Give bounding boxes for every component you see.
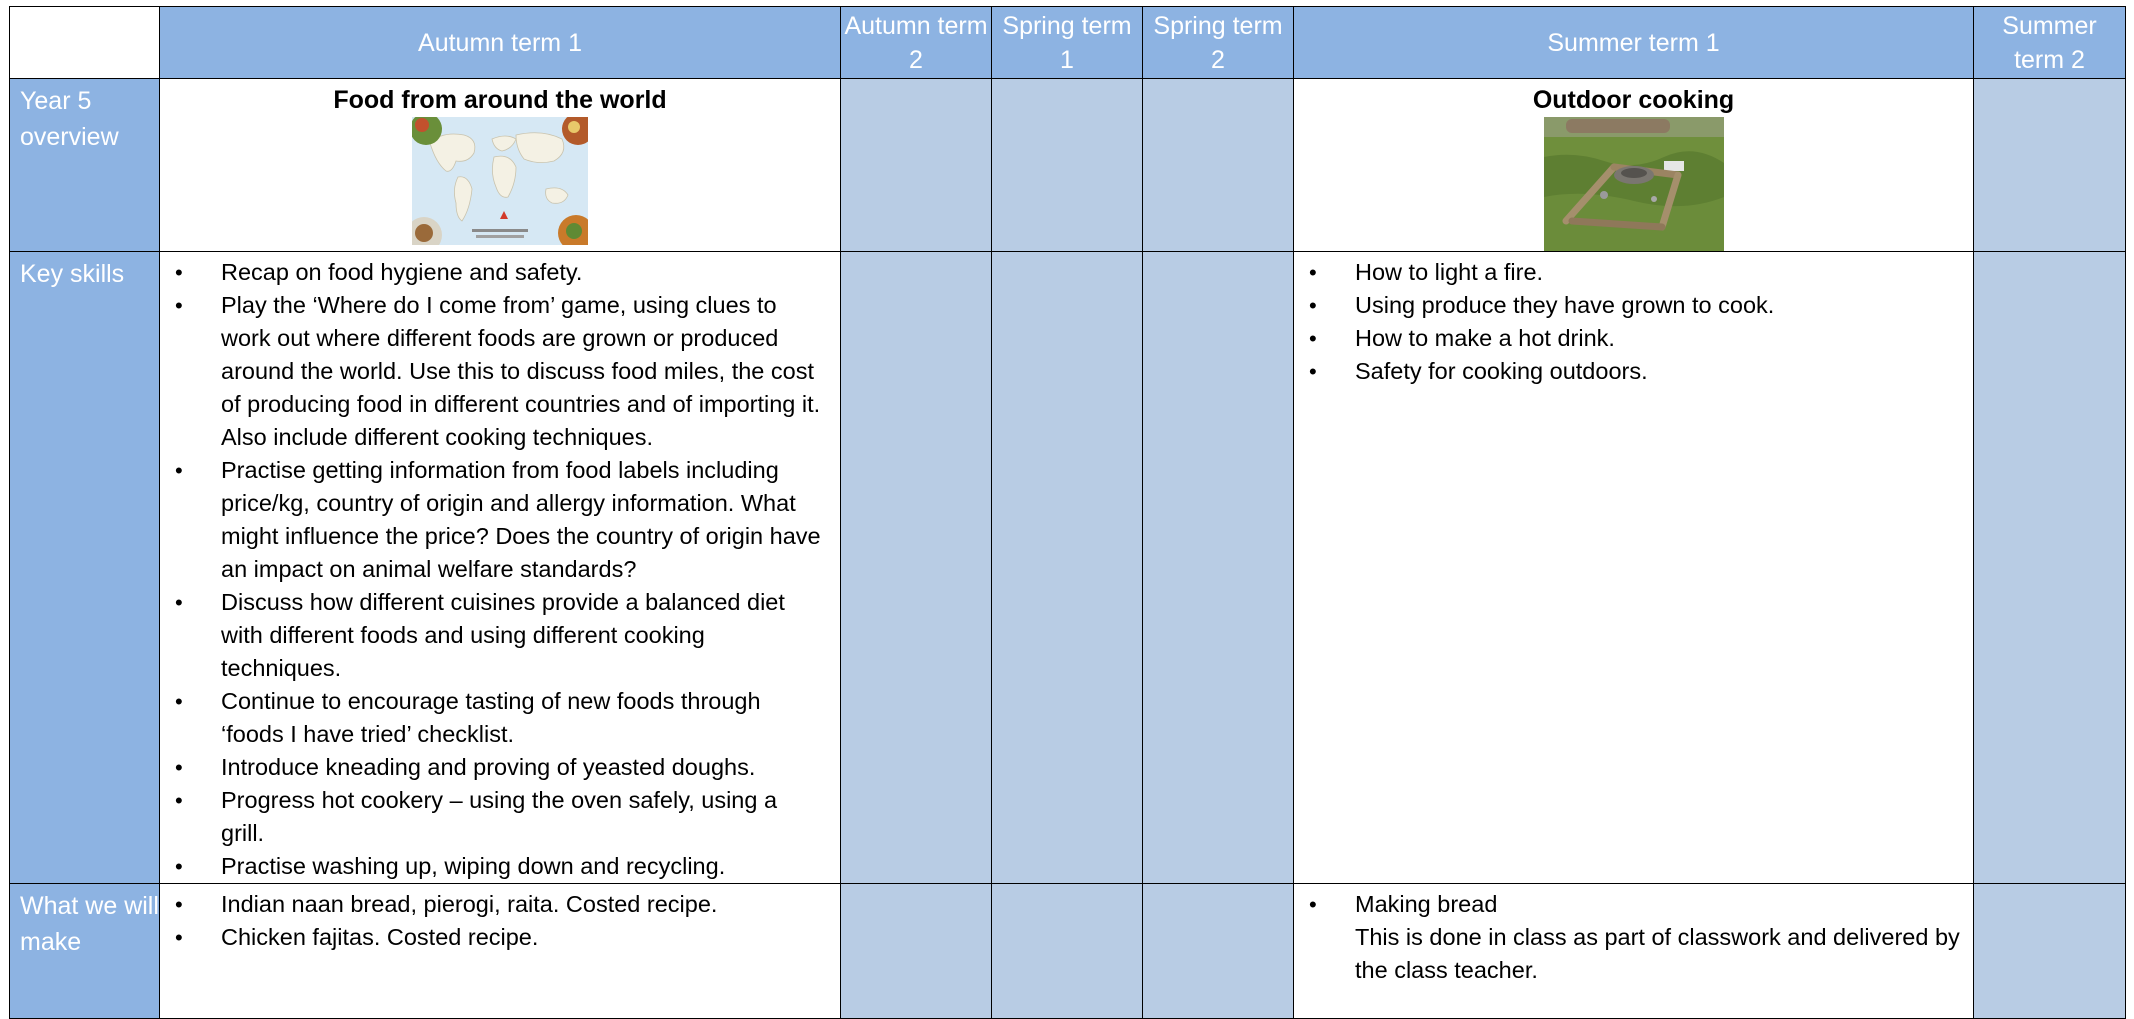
header-summer-term-2: Summer term 2 <box>1974 7 2126 79</box>
make-autumn-2-cell <box>841 884 992 1019</box>
corner-cell <box>10 7 160 79</box>
campfire-image <box>1544 117 1724 251</box>
make-spring-1-cell <box>992 884 1143 1019</box>
list-item: • How to light a fire. <box>1294 256 1959 289</box>
make-summer-1-cell <box>1294 884 1974 1019</box>
make-autumn-1-list <box>160 884 840 954</box>
make-summer-1-list <box>1294 884 1973 921</box>
overview-autumn-1-cell <box>160 79 841 252</box>
skills-autumn-1-list <box>160 252 840 883</box>
skills-row <box>10 252 2126 884</box>
header-autumn-term-2: Autumn term 2 <box>841 7 992 79</box>
list-item: • Practise washing up, wiping down and recycling. <box>160 850 826 883</box>
skills-autumn-1-cell <box>160 252 841 884</box>
overview-summer-2-cell <box>1974 79 2126 252</box>
list-item: • How to make a hot drink. <box>1294 322 1959 355</box>
header-summer-term-1: Summer term 1 <box>1294 7 1974 79</box>
list-item: • Safety for cooking outdoors. <box>1294 355 1959 388</box>
make-summer-2-cell <box>1974 884 2126 1019</box>
header-spring-term-2: Spring term 2 <box>1143 7 1294 79</box>
list-item: • Using produce they have grown to cook. <box>1294 289 1959 322</box>
make-spring-2-cell <box>1143 884 1294 1019</box>
list-item: • Progress hot cookery – using the oven safely, using a grill. <box>160 784 826 850</box>
overview-autumn-2-cell <box>841 79 992 252</box>
overview-summer-1-title: Outdoor cooking <box>1532 86 1735 114</box>
world-food-map-image <box>412 117 588 245</box>
skills-summer-2-cell <box>1974 252 2126 884</box>
row-label-skills: Key skills <box>10 252 160 884</box>
skills-summer-1-list <box>1294 252 1973 388</box>
list-item: • Making bread <box>1294 888 1959 921</box>
make-autumn-1-cell <box>160 884 841 1019</box>
list-item: • Continue to encourage tasting of new foods through ‘foods I have tried’ checklist. <box>160 685 826 751</box>
list-item: • Discuss how different cuisines provide a balanced diet with different foods and using different cooking techniques. <box>160 586 826 685</box>
overview-autumn-1-title: Food from around the world <box>333 86 667 114</box>
list-item: • Introduce kneading and proving of yeasted doughs. <box>160 751 826 784</box>
list-item: • Practise getting information from food labels including price/kg, country of origin and allergy information. What might influence the price? Does the country of origin have an impact on animal welfare standards? <box>160 454 826 586</box>
curriculum-table <box>9 6 2126 1019</box>
skills-summer-1-cell <box>1294 252 1974 884</box>
skills-spring-2-cell <box>1143 252 1294 884</box>
overview-summer-1-cell <box>1294 79 1974 252</box>
header-autumn-term-1: Autumn term 1 <box>160 7 841 79</box>
overview-row <box>10 79 2126 252</box>
row-label-overview: Year 5 overview <box>10 79 160 252</box>
list-item: • Chicken fajitas. Costed recipe. <box>160 921 826 954</box>
list-item: • Play the ‘Where do I come from’ game, using clues to work out where different foods are grown or produced around the world. Use this to discuss food miles, the cost of producing food in different countries and of importing it. Also include different cooking techniques. <box>160 289 826 454</box>
skills-spring-1-cell <box>992 252 1143 884</box>
row-label-make: What we will make <box>10 884 160 1019</box>
overview-spring-1-cell <box>992 79 1143 252</box>
list-item: • Indian naan bread, pierogi, raita. Costed recipe. <box>160 888 826 921</box>
make-summer-1-note: This is done in class as part of classwork and delivered by the class teacher. <box>1355 924 1960 983</box>
header-row <box>10 7 2126 79</box>
skills-autumn-2-cell <box>841 252 992 884</box>
list-item: • Recap on food hygiene and safety. <box>160 256 826 289</box>
header-spring-term-1: Spring term 1 <box>992 7 1143 79</box>
overview-spring-2-cell <box>1143 79 1294 252</box>
make-row <box>10 884 2126 1019</box>
